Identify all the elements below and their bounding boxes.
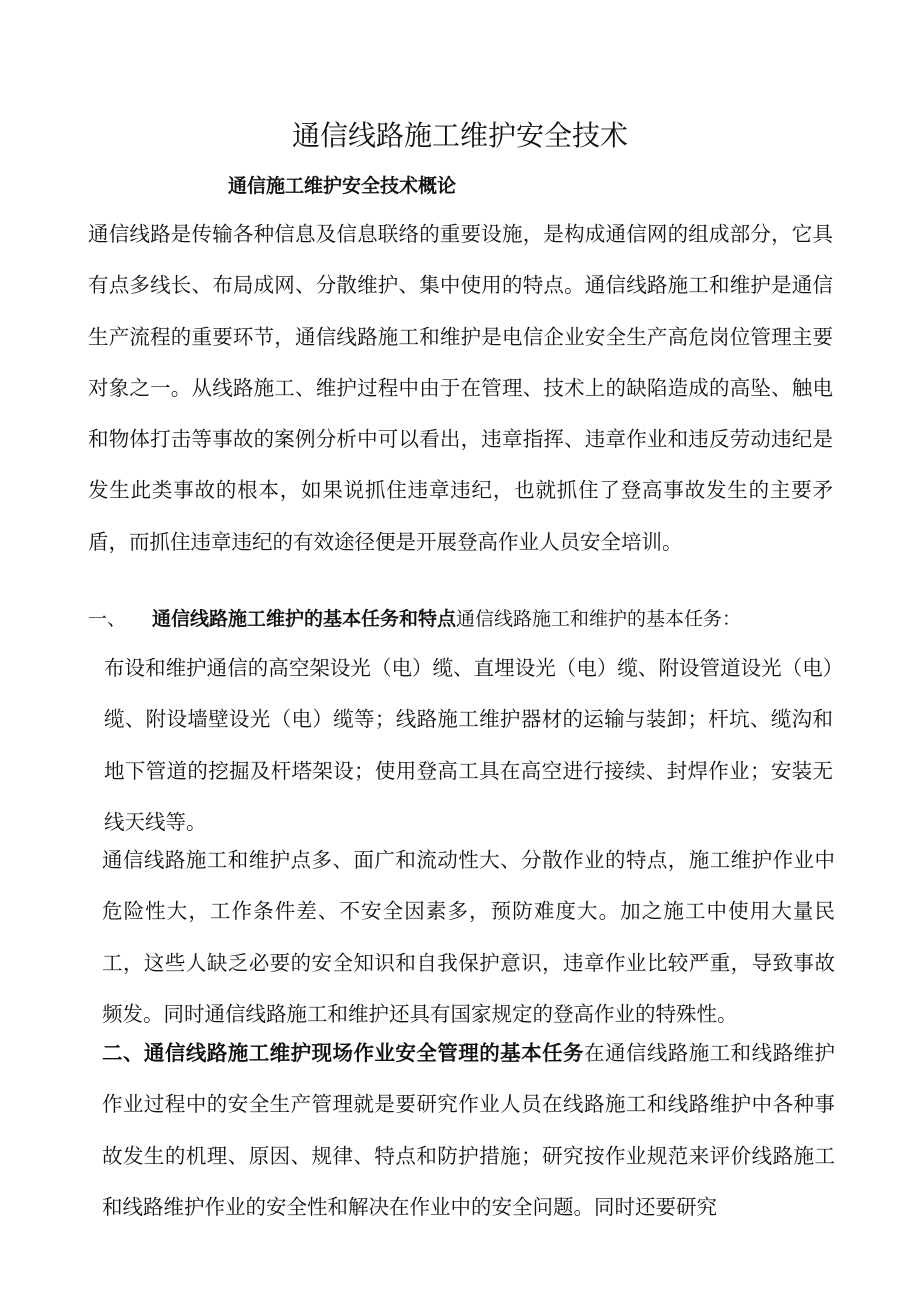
section-2-heading: 二、通信线路施工维护现场作业安全管理的基本任务 xyxy=(102,1041,584,1065)
section-2-paragraph xyxy=(102,1028,835,1233)
section-2-body: 在通信线路施工和线路维护作业过程中的安全生产管理就是要研究作业人员在线路施工和线路维护中各种事故发生的机理、原因、规律、特点和防护措施；研究按作业规范来评价线路施工和线路维护作业的安全性和解决在作业中的安全问题。同时还要研究 xyxy=(102,1041,835,1219)
section-1-lead: 通信线路施工和维护的基本任务： xyxy=(456,608,742,630)
document-title: 通信线路施工维护安全技术 xyxy=(291,119,628,152)
section-1-number: 一、 xyxy=(88,608,127,630)
section-1-title: 通信线路施工维护的基本任务和特点 xyxy=(152,608,457,630)
intro-paragraph: 通信线路是传输各种信息及信息联络的重要设施，是构成通信网的组成部分，它具有点多线长、布局成网、分散维护、集中使用的特点。通信线路施工和维护是通信生产流程的重要环节，通信线路施工和维护是电信企业安全生产高危岗位管理主要对象之一。从线路施工、维护过程中由于在管理、技术上的缺陷造成的高坠、触电和物体打击等事故的案例分析中可以看出，违章指挥、违章作业和违反劳动违纪是发生此类事故的根本，如果说抓住违章违纪，也就抓住了登高事故发生的主要矛盾，而抓住违章违纪的有效途径便是开展登高作业人员安全培训。 xyxy=(88,222,833,554)
section-1-heading xyxy=(88,603,741,635)
section-1-tasks-paragraph: 布设和维护通信的高空架设光（电）缆、直埋设光（电）缆、附设管道设光（电）缆、附设墙壁设光（电）缆等；线路施工维护器材的运输与装卸；杆坑、缆沟和地下管道的挖掘及杆塔架设；使用登高工具在高空进行接续、封焊作业；安装无线天线等。 xyxy=(104,656,833,834)
section-1-features-paragraph: 通信线路施工和维护点多、面广和流动性大、分散作业的特点，施工维护作业中危险性大，工作条件差、不安全因素多，预防难度大。加之施工中使用大量民工，这些人缺乏必要的安全知识和自我保护意识，违章作业比较严重，导致事故频发。同时通信线路施工和维护还具有国家规定的登高作业的特殊性。 xyxy=(102,848,835,1026)
document-subtitle: 通信施工维护安全技术概论 xyxy=(228,175,457,197)
